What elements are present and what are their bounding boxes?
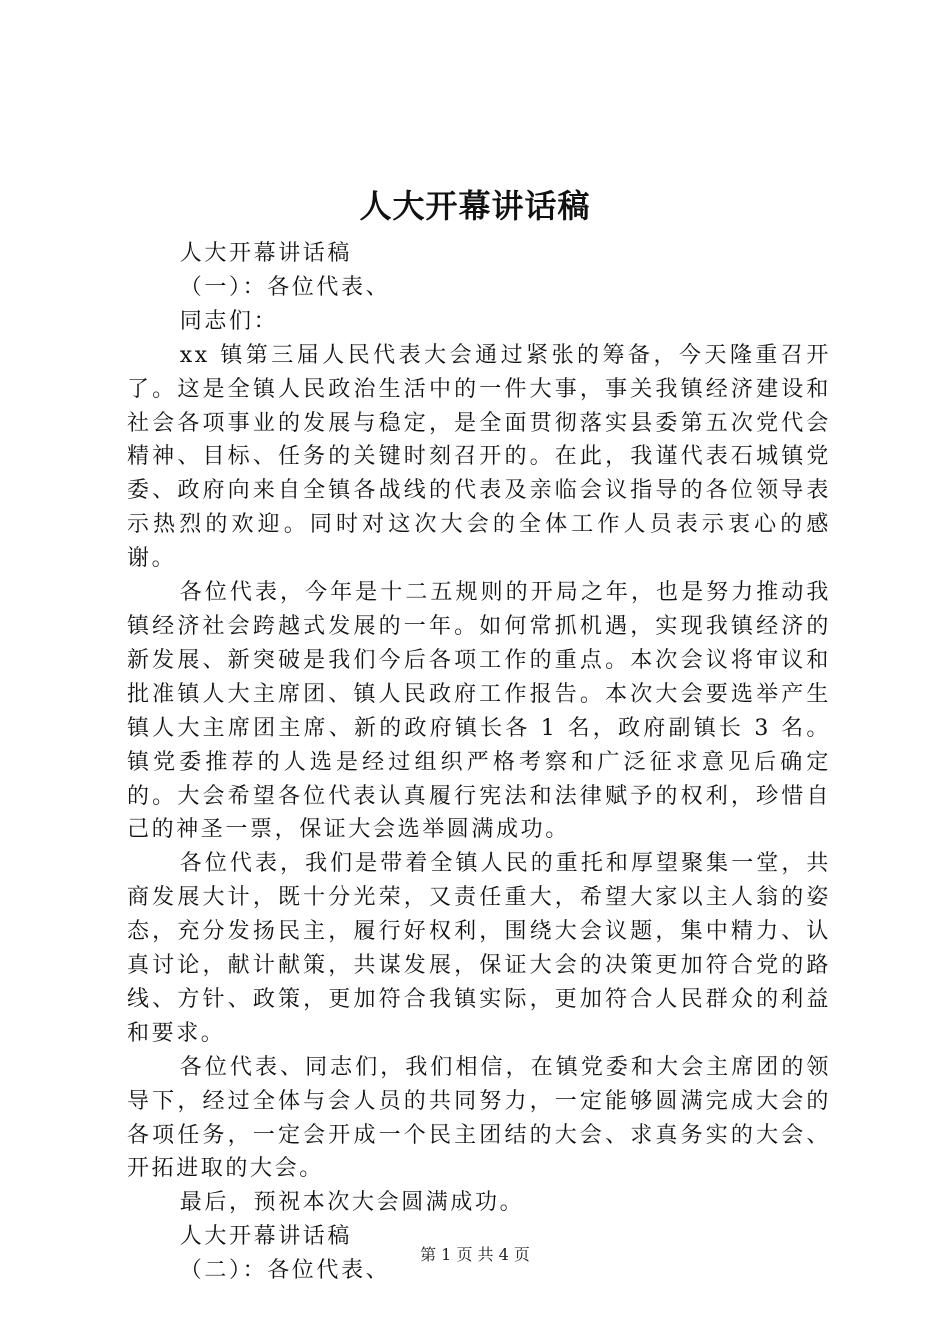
body-paragraph: 人大开幕讲话稿 [179,1224,352,1250]
page-number-footer: 第 1 页 共 4 页 [420,1245,530,1264]
body-paragraph: 人大开幕讲话稿 [179,241,352,266]
body-paragraph: （二）：各位代表、 [179,1258,391,1284]
body-paragraph: 最后，预祝本次大会圆满成功。 [179,1190,525,1216]
document-title: 人大开幕讲话稿 [359,187,591,225]
body-paragraph: 各位代表，今年是十二五规则的开局之年，也是努力推动我镇经济社会跨越式发展的一年。如何常抓机遇，实现我镇经济的新发展、新突破是我们今后各项工作的重点。本次会议将审议和批准镇人大主席团、镇人民政府工作报告。本次大会要选举产生镇人大主席团主席、新的政府镇长各 1 名，政府副镇长 3 名。镇党委推荐的人选是经过组织严格考察和广泛征求意见后确定的。大会希望各位代表认真履行宪法和法律赋予的权利，珍惜自己的神圣一票，保证大会选举圆满成功。 [127,580,831,843]
body-paragraph: 各位代表、同志们，我们相信，在镇党委和大会主席团的领导下，经过全体与会人员的共同努力，一定能够圆满完成大会的各项任务，一定会开成一个民主团结的大会、求真务实的大会、开拓进取的大会。 [127,1054,831,1182]
body-paragraph: （一）：各位代表、 [179,274,391,300]
document-body [127,237,831,1288]
body-paragraph: 各位代表，我们是带着全镇人民的重托和厚望聚集一堂，共商发展大计，既十分光荣，又责任重大，希望大家以主人翁的姿态，充分发扬民主，履行好权利，围绕大会议题，集中精力、认真讨论，献计献策，共谋发展，保证大会的决策更加符合党的路线、方针、政策，更加符合我镇实际，更加符合人民群众的利益和要求。 [127,851,831,1046]
body-paragraph: 同志们： [179,308,279,334]
body-paragraph: xx 镇第三届人民代表大会通过紧张的筹备，今天隆重召开了。这是全镇人民政治生活中的一件大事，事关我镇经济建设和社会各项事业的发展与稳定，是全面贯彻落实县委第五次党代会精神、目标、任务的关键时刻召开的。在此，我谨代表石城镇党委、政府向来自全镇各战线的代表及亲临会议指导的各位领导表示热烈的欢迎。同时对这次大会的全体工作人员表示衷心的感谢。 [127,342,831,572]
